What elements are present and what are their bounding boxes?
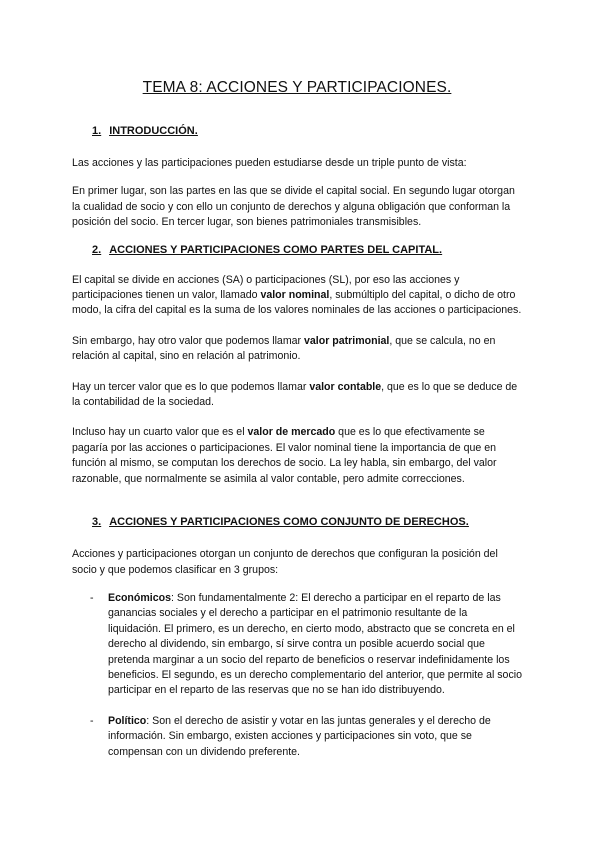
paragraph-text: Sin embargo, hay otro valor que podemos llamar: [72, 334, 305, 347]
paragraph-text: Incluso hay un cuarto valor que es el: [72, 426, 248, 439]
term-valor-patrimonial: valor patrimonial: [304, 334, 390, 347]
section-heading-2: [72, 243, 522, 258]
paragraph: En primer lugar, son las partes en las que se divide el capital social. En segundo lugar otorgan la cualidad de socio y con ello un conjunto de derechos y alguna obligación que conforman la posición del socio. En tercer lugar, son bienes patrimoniales transmisibles.: [72, 185, 515, 229]
paragraph-text: Hay un tercer valor que es lo que podemos llamar: [72, 380, 310, 393]
list-item-text: : Son el derecho de asistir y votar en las juntas generales y el derecho de información. Sin embargo, existen acciones y participaciones sin voto, que se compensan con un dividendo preferente.: [108, 714, 491, 758]
section-number-3: 3.: [92, 516, 102, 529]
section-title-1: INTRODUCCIÓN.: [109, 125, 198, 137]
term-valor-contable: valor contable: [309, 380, 382, 393]
list-item: [90, 714, 522, 760]
list-dash: -: [90, 714, 94, 727]
section-title-3: ACCIONES Y PARTICIPACIONES COMO CONJUNTO DE DERECHOS.: [109, 516, 469, 529]
section-number-2: 2.: [92, 243, 102, 256]
paragraph-text: , que es lo que se deduce de la contabilidad de la sociedad.: [72, 380, 518, 409]
paragraph: [72, 380, 522, 411]
paragraph-text: , que se calcula, no en relación al capital, sino en relación al patrimonio.: [72, 334, 496, 363]
section-heading-3: [72, 515, 522, 530]
rights-list: [72, 591, 522, 760]
paragraph-text: El capital se divide en acciones (SA) o participaciones (SL), por eso las acciones y participaciones tienen un valor, llamado: [72, 273, 460, 302]
paragraph-text: que es lo que efectivamente se pagaría por las acciones o participaciones. El valor nominal tiene la importancia de que en función al mismo, se computan los derechos de socio. La ley habla, sin embargo, del valor razonable, que normalmente se asimila al valor contable, pero admite correcciones.: [72, 426, 497, 485]
paragraph: Acciones y participaciones otorgan un conjunto de derechos que configuran la posición del socio y que podemos clasificar en 3 grupos:: [72, 548, 498, 576]
list-item: [90, 591, 522, 699]
section-title-2: ACCIONES Y PARTICIPACIONES COMO PARTES DEL CAPITAL.: [109, 243, 443, 256]
paragraph-text: , submúltiplo del capital, o dicho de otro modo, la cifra del capital es la suma de los valores nominales de las acciones o participaciones.: [72, 289, 522, 317]
list-item-text: : Son fundamentalmente 2: El derecho a participar en el reparto de las ganancias sociales y el derecho a participar en el patrimonio resultante de la liquidación. El primero, es un derecho, en cierto modo, abstracto que se concreta en el derecho al dividendo, sin embargo, sí sirve contra un posible acuerdo social que pretenda marginar a un socio del reparto de beneficios o reservar indefinidamente los beneficios. El segundo, es un derecho complementario del anterior, que permite al socio participar en el reparto de las reservas que no se han ido distribuyendo.: [108, 591, 522, 697]
term-valor-nominal: valor nominal: [260, 289, 330, 302]
list-dash: -: [90, 591, 94, 604]
section-heading-1: [72, 124, 522, 139]
paragraph: Las acciones y las participaciones pueden estudiarse desde un triple punto de vista:: [72, 157, 467, 169]
list-item-label: Político: [108, 714, 147, 727]
page-title: TEMA 8: ACCIONES Y PARTICIPACIONES.: [142, 79, 452, 96]
section-number-1: 1.: [92, 125, 102, 137]
paragraph: [72, 334, 522, 365]
paragraph: [72, 273, 522, 319]
paragraph: [72, 425, 522, 487]
term-valor-de-mercado: valor de mercado: [247, 426, 336, 439]
list-item-label: Económicos: [108, 591, 171, 604]
